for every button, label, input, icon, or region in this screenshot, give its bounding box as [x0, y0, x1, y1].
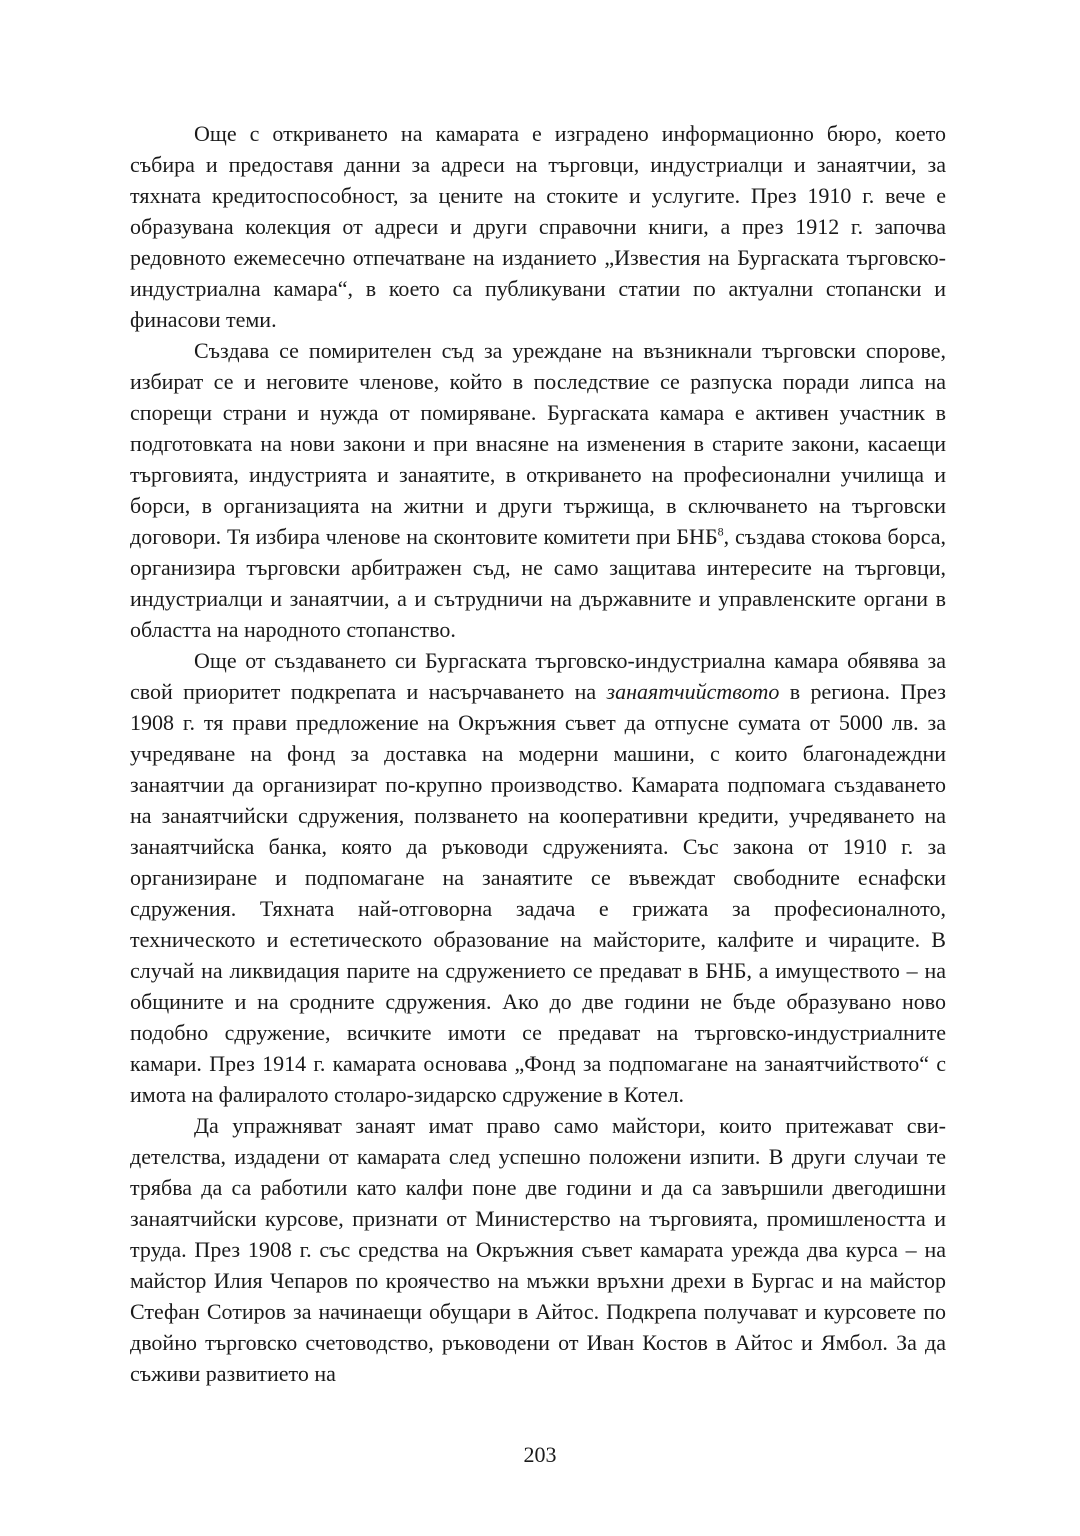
paragraph-text: в региона. През 1908 г. тя прави предложение на Окръжния съвет да отпусне сумата от 5000 лв. за учредяване на фонд за доставка на модерни машини, с които благонадеждни занаятчии да организират по-крупно производство. Камарата подпомага създаването на занаятчийски сдружения, ползването на кооперативни кредити, учредяването на занаятчийска банка, която да ръководи сдруженията. Със закона от 1910 г. за организиране и подпомагане на занаятите се въвеждат свободните еснафски сдружения. Тяхната най-отговорна задача е грижата за професионалното, техническото и естетическото образование на майсторите, калфите и чираците. В случай на ликвидация парите на сдружението се предават в БНБ, а имуществото – на общините и на сродните сдружения. Ако до две години не бъде образувано ново подобно сдружение, всичките имоти се предават на търговско-индустриалните камари. През 1914 г. камарата основава „Фонд за подпомагане на занаятчийството“ с имота на фалиралото столаро-зидарско сдружение в Котел. — [130, 679, 946, 1107]
body-text — [130, 118, 946, 1389]
paragraph-text: , създава стокова борса, организира търговски арбитражен съд, не само защитава интересите на търговци, индустриалци и занаятчии, а и сътрудничи на държавните и управленските органи в областта на народното стопанство. — [130, 524, 946, 642]
page-number: 203 — [523, 1442, 557, 1467]
paragraph-text: Още с откриването на камарата е изградено информационно бюро, което събира и предоставя данни за адреси на търговци, индустриалци и занаятчии, за тяхната кредитоспособност, за цените на стоките и услугите. През 1910 г. вече е образувана колекция от адреси и други справочни книги, а през 1912 г. започва редовното ежемесечно отпечатване на изданието „Известия на Бургаската търговско-индустриална камара“, в което са публикувани статии по актуални стопански и финасови теми. — [130, 121, 946, 332]
paragraph-text: Да упражняват занаят имат право само майстори, които притежават свидетелства, издадени от камарата след успешно положени изпити. В други случаи те трябва да са работили като калфи поне две години и да са завършили двегодишни занаятчийски курсове, признати от Министерство на търговията, промишлеността и труда. През 1908 г. със средства на Окръжния съвет камарата урежда два курса – на майстор Илия Чепаров по кроячество на мъжки връхни дрехи в Бургас и на майстор Стефан Сотиров за начинаещи обущари в Айтос. Подкрепа получават и курсовете по двойно търговско счетоводство, ръководени от Иван Костов в Айтос и Ямбол. За да съживи развитието на — [130, 1113, 946, 1386]
paragraph-text: Създава се помирителен съд за уреждане на възникнали търговски спорове, избират се и неговите членове, който в последствие се разпуска поради липса на спорещи страни и нужда от помиряване. Бургаската камара е активен участник в подготовката на нови закони и при внасяне на изменения в старите закони, касаещи търговията, индустрията и занаятите, в откриването на професионални училища и борси, в организацията на житни и други тържища, в сключването на търговски договори. Тя избира членове на сконтовите комитети при БНБ — [130, 338, 946, 549]
emphasized-term: занаятчийството — [606, 679, 780, 704]
paragraph-information-bureau — [130, 118, 946, 335]
paragraph-text: Още от създаването си Бургаската търговско-индустриална камара обявява за свой приоритет подкрепата и насърчаването на — [130, 648, 946, 704]
footnote-marker[interactable]: 8 — [717, 524, 724, 539]
paragraph-craft-rights — [130, 1110, 946, 1389]
paragraph-crafts-support — [130, 645, 946, 1110]
paragraph-conciliation-court — [130, 335, 946, 645]
